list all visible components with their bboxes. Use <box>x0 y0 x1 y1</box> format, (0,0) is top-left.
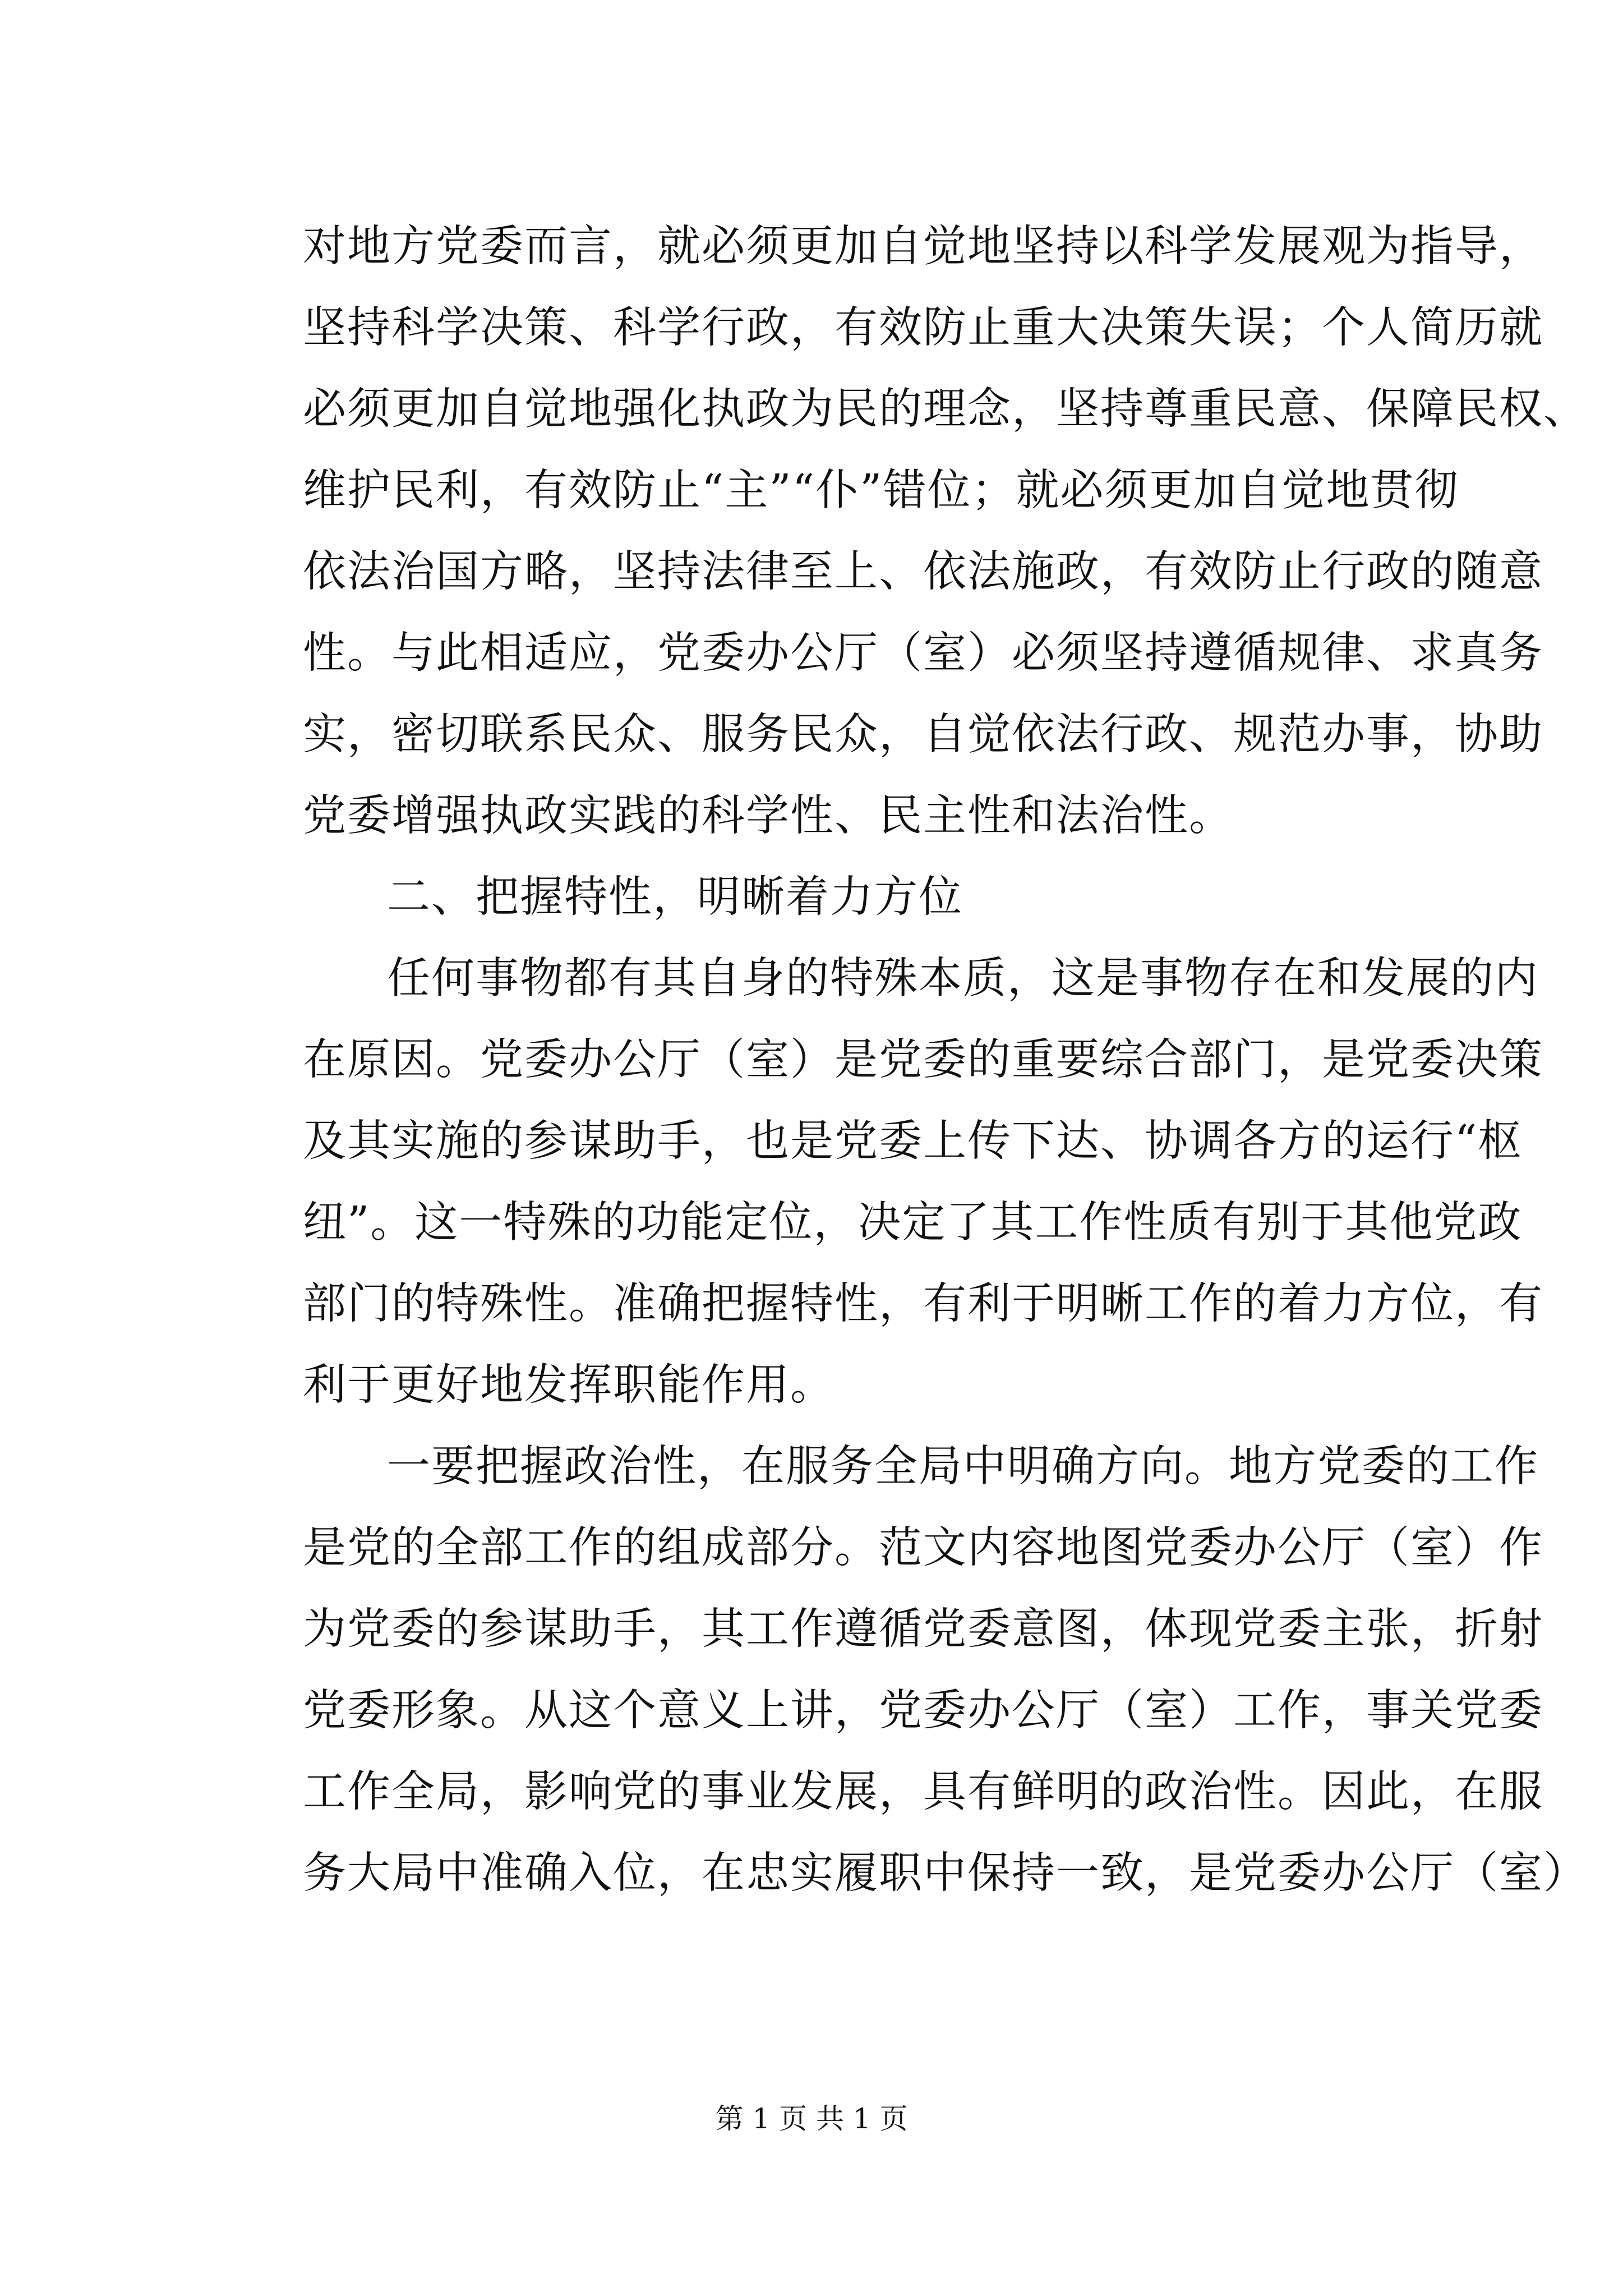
text-line-12: 及其实施的参谋助手，也是党委上传下达、协调各方的运行“枢 <box>303 1116 1523 1166</box>
text-line-5: 依法治国方略，坚持法律至上、依法施政，有效防止行政的随意 <box>303 547 1543 597</box>
text-line-10: 任何事物都有其自身的特殊本质，这是事物存在和发展的内 <box>387 954 1539 1004</box>
text-line-7: 实，密切联系民众、服务民众，自觉依法行政、规范办事，协助 <box>303 710 1543 760</box>
text-line-16: 一要把握政治性，在服务全局中明确方向。地方党委的工作 <box>387 1442 1539 1492</box>
text-line-15: 利于更好地发挥职能作用。 <box>303 1360 834 1410</box>
text-line-21: 务大局中准确入位，在忠实履职中保持一致，是党委办公厅（室） <box>303 1848 1588 1898</box>
text-line-13: 纽”。这一特殊的功能定位，决定了其工作性质有别于其他党政 <box>303 1198 1523 1248</box>
text-line-20: 工作全局，影响党的事业发展，具有鲜明的政治性。因此，在服 <box>303 1767 1543 1817</box>
text-line-11: 在原因。党委办公厅（室）是党委的重要综合部门，是党委决策 <box>303 1035 1543 1085</box>
text-line-1: 对地方党委而言，就必须更加自觉地坚持以科学发展观为指导， <box>303 222 1543 272</box>
text-line-17: 是党的全部工作的组成部分。范文内容地图党委办公厅（室）作 <box>303 1523 1543 1573</box>
text-line-2: 坚持科学决策、科学行政，有效防止重大决策失误；个人简历就 <box>303 303 1543 353</box>
text-line-14: 部门的特殊性。准确把握特性，有利于明晰工作的着力方位，有 <box>303 1279 1543 1329</box>
text-line-4: 维护民利，有效防止“主”“仆”错位；就必须更加自觉地贯彻 <box>303 466 1459 516</box>
section-heading: 二、把握特性，明晰着力方位 <box>387 872 963 922</box>
text-line-19: 党委形象。从这个意义上讲，党委办公厅（室）工作，事关党委 <box>303 1686 1543 1736</box>
page-footer: 第 1 页 共 1 页 <box>715 2102 908 2135</box>
text-line-18: 为党委的参谋助手，其工作遵循党委意图，体现党委主张，折射 <box>303 1604 1543 1654</box>
text-line-6: 性。与此相适应，党委办公厅（室）必须坚持遵循规律、求真务 <box>303 628 1543 678</box>
text-line-8: 党委增强执政实践的科学性、民主性和法治性。 <box>303 791 1233 841</box>
text-line-3: 必须更加自觉地强化执政为民的理念，坚持尊重民意、保障民权、 <box>303 384 1588 434</box>
